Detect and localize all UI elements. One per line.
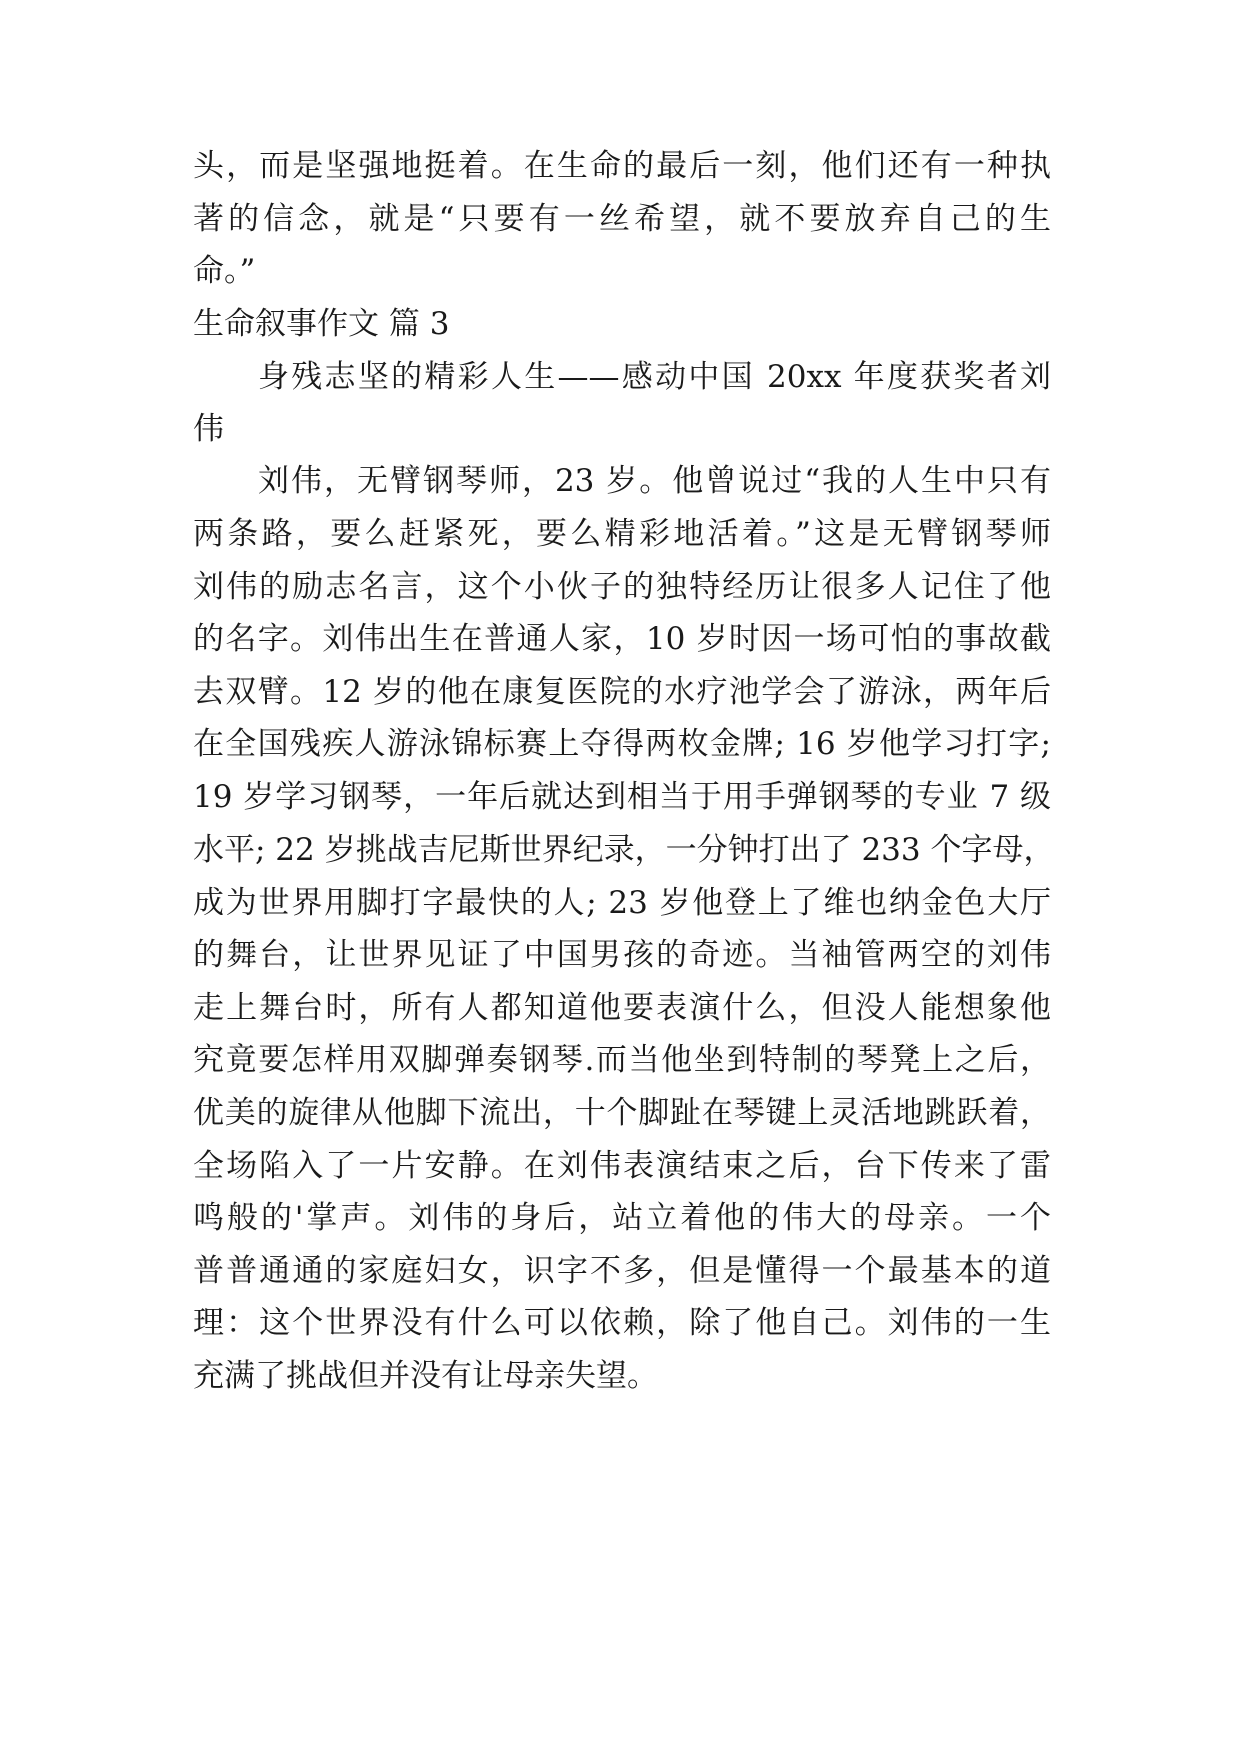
paragraph-line: 的名字。刘伟出生在普通人家，10 岁时因一场可怕的事故截 — [193, 621, 1051, 657]
article-title-line: 伟 — [193, 411, 224, 447]
paragraph-line: 全场陷入了一片安静。在刘伟表演结束之后，台下传来了雷 — [193, 1148, 1051, 1184]
paragraph-line: 命。” — [193, 253, 256, 289]
paragraph-line: 两条路，要么赶紧死，要么精彩地活着。”这是无臂钢琴师 — [193, 516, 1051, 552]
paragraph-line: 理：这个世界没有什么可以依赖，除了他自己。刘伟的一生 — [193, 1305, 1051, 1341]
paragraph-line: 成为世界用脚打字最快的人; 23 岁他登上了维也纳金色大厅 — [193, 885, 1051, 921]
paragraph-line: 19 岁学习钢琴，一年后就达到相当于用手弹钢琴的专业 7 级 — [193, 779, 1051, 815]
paragraph-line: 充满了挑战但并没有让母亲失望。 — [193, 1358, 658, 1394]
article-title-line: 身残志坚的精彩人生——感动中国 20xx 年度获奖者刘 — [258, 359, 1051, 395]
paragraph-line: 刘伟的励志名言，这个小伙子的独特经历让很多人记住了他 — [193, 569, 1051, 605]
paragraph-line: 头，而是坚强地挺着。在生命的最后一刻，他们还有一种执 — [193, 148, 1051, 184]
paragraph-line: 究竟要怎样用双脚弹奏钢琴.而当他坐到特制的琴凳上之后， — [193, 1042, 1051, 1078]
paragraph-line: 在全国残疾人游泳锦标赛上夺得两枚金牌; 16 岁他学习打字; — [193, 726, 1051, 762]
paragraph-line: 刘伟，无臂钢琴师，23 岁。他曾说过“我的人生中只有 — [258, 463, 1051, 499]
paragraph-line: 去双臂。12 岁的他在康复医院的水疗池学会了游泳，两年后 — [193, 674, 1051, 710]
paragraph-line: 著的信念，就是“只要有一丝希望，就不要放弃自己的生 — [193, 201, 1051, 237]
paragraph-line: 的舞台，让世界见证了中国男孩的奇迹。当袖管两空的刘伟 — [193, 937, 1051, 973]
paragraph-line: 走上舞台时，所有人都知道他要表演什么，但没人能想象他 — [193, 990, 1051, 1026]
paragraph-line: 鸣般的'掌声。刘伟的身后，站立着他的伟大的母亲。一个 — [193, 1200, 1051, 1236]
section-heading: 生命叙事作文 篇 3 — [193, 306, 450, 342]
paragraph-line: 普普通通的家庭妇女，识字不多，但是懂得一个最基本的道 — [193, 1253, 1051, 1289]
paragraph-line: 优美的旋律从他脚下流出，十个脚趾在琴键上灵活地跳跃着， — [193, 1095, 1051, 1131]
paragraph-line: 水平; 22 岁挑战吉尼斯世界纪录，一分钟打出了 233 个字母， — [193, 832, 1055, 868]
